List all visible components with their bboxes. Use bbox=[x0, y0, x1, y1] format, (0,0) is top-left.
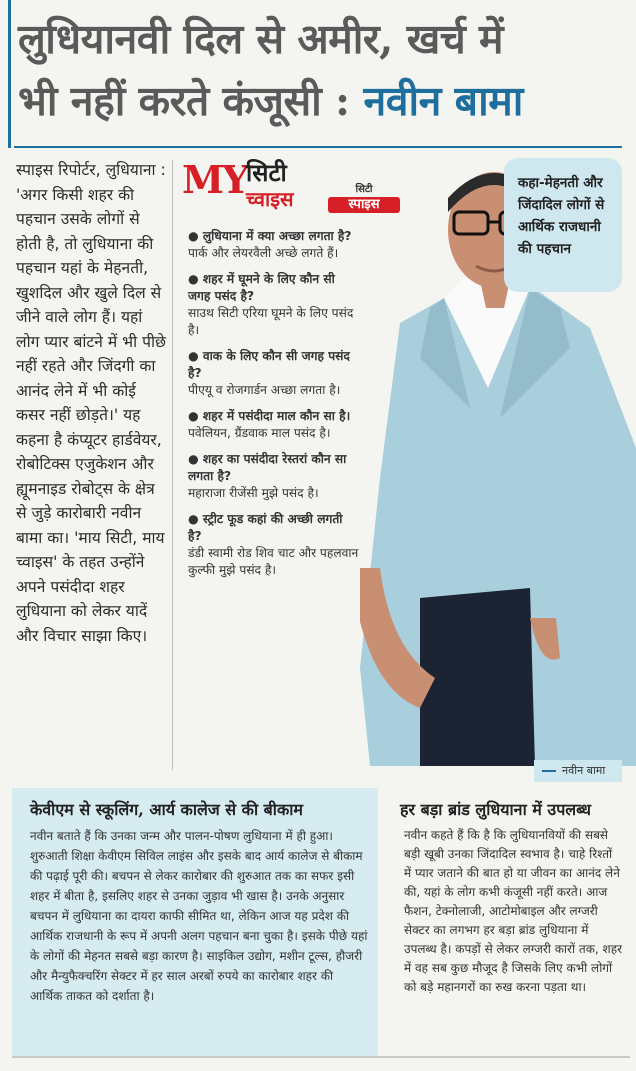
my-city-logo-my: MY bbox=[182, 157, 248, 202]
qa-list bbox=[188, 228, 360, 588]
headline-accent-bar bbox=[8, 0, 11, 148]
qa-answer: डंडी स्वामी रोड शिव चाट और पहलवान कुल्फी मुझे पसंद है। bbox=[188, 546, 359, 577]
intro-text: स्पाइस रिपोर्टर, लुधियाना : 'अगर किसी शहर की पहचान उसके लोगों से होती है, तो लुधियाना की पहचान यहां के मेहनती, खुशदिल और खुले दिल से जीने वाले लोग हैं। यहां लोग प्यार बांटने में भी पीछे नहीं रहते और जिंदगी का आनंद लेने में भी कोई कसर नहीं छोड़ते।' यह कहना है कंप्यूटर हार्डवेयर, रोबोटिक्स एजुकेशन और ह्यूमनाइड रोबोट्स के क्षेत्र से जुड़े कारोबारी नवीन बामा का। 'माय सिटी, माय च्वाइस' के तहत उन्होंने अपने पसंदीदा शहर लुधियाना को लेकर यादें और विचार साझा किए। bbox=[16, 161, 166, 645]
intro-column bbox=[16, 158, 166, 648]
tag-tick bbox=[542, 770, 556, 772]
qa-question: ● लुधियाना में क्या अच्छा लगता है? bbox=[188, 229, 352, 243]
qa-answer: महाराजा रीजेंसी मुझे पसंद है। bbox=[188, 486, 319, 500]
city-spice-logo-top: सिटी bbox=[355, 184, 373, 195]
qa-question: ● शहर में घूमने के लिए कौन सी जगह पसंद है? bbox=[188, 272, 335, 303]
brands-body: नवीन कहते हैं कि है कि लुधियानवियों की सबसे बड़ी खूबी उनका जिंदादिल स्वभाव है। चाहे रिश्तों में प्यार जताने की बात हो या जीवन का आनंद लेने की, यहां के लोग कभी कंजूसी नहीं करते। आज फैशन, टेक्नोलाजी, आटोमोबाइल और लग्जरी सेक्टर का लगभग हर बड़ा ब्रांड लुधियाना में उपलब्ध है। कपड़ों से लेकर लग्जरी कारों तक, शहर में वह सब कुछ मौजूद है जिसके लिए कभी लोगों को बड़े महानगरों का रुख करना पड़ता था। bbox=[404, 828, 622, 994]
qa-question: ● स्ट्रीट फूड कहां की अच्छी लगती है? bbox=[188, 512, 343, 543]
pull-quote-caption: कहा-मेहनती और जिंदादिल लोगों से आर्थिक राजधानी की पहचान bbox=[504, 158, 622, 292]
headline bbox=[18, 8, 628, 132]
headline-line-2 bbox=[18, 70, 628, 132]
headline-name: नवीन बामा bbox=[363, 77, 523, 125]
qa-question: ● शहर का पसंदीदा रेस्तरां कौन सा लगता है? bbox=[188, 452, 347, 483]
brands-heading: हर बड़ा ब्रांड लुधियाना में उपलब्ध bbox=[400, 800, 591, 819]
qa-answer: साउथ सिटी एरिया घूमने के लिए पसंद है। bbox=[188, 306, 354, 337]
education-heading: केवीएम से स्कूलिंग, आर्य कालेज से की बीकाम bbox=[30, 800, 303, 819]
qa-item bbox=[188, 228, 360, 262]
qa-answer: पार्क और लेयरवैली अच्छे लगते हैं। bbox=[188, 246, 339, 260]
qa-answer: पवेलियन, ग्रैंडवाक माल पसंद है। bbox=[188, 426, 331, 440]
brands-section bbox=[382, 788, 630, 1056]
qa-item bbox=[188, 271, 360, 339]
my-city-logo-choice: च्वाइस bbox=[246, 187, 294, 211]
bottom-rule bbox=[12, 1056, 630, 1058]
my-city-logo-city: सिटी bbox=[246, 159, 287, 187]
city-spice-logo-bottom: स्पाइस bbox=[328, 197, 400, 213]
qa-answer: पीएयू व रोजगार्डन अच्छा लगता है। bbox=[188, 383, 341, 397]
education-section bbox=[12, 788, 378, 1056]
photo-name-tag bbox=[534, 760, 622, 782]
qa-item bbox=[188, 511, 360, 579]
column-divider bbox=[172, 160, 173, 770]
qa-item bbox=[188, 451, 360, 502]
qa-question: ● शहर में पसंदीदा माल कौन सा है। bbox=[188, 409, 351, 423]
qa-question: ● वाक के लिए कौन सी जगह पसंद है? bbox=[188, 349, 350, 380]
photo-name-tag-text: नवीन बामा bbox=[562, 764, 606, 777]
headline-line-2-text: भी नहीं करते कंजूसी : bbox=[18, 77, 364, 125]
qa-item bbox=[188, 348, 360, 399]
headline-line-1: लुधियानवी दिल से अमीर, खर्च में bbox=[18, 15, 504, 63]
qa-item bbox=[188, 408, 360, 442]
education-body: नवीन बताते हैं कि उनका जन्म और पालन-पोषण लुधियाना में ही हुआ। शुरुआती शिक्षा केवीएम सिविल लाइंस और इसके बाद आर्य कालेज से बीकाम की पढ़ाई पूरी की। बचपन से लेकर कारोबार की शुरुआत तक का सफर इसी शहर में बीता है, इसलिए शहर से उनका जुड़ाव भी खास है। उनके अनुसार बचपन में लुधियाना का दायरा काफी सीमित था, लेकिन आज यह प्रदेश की आर्थिक राजधानी के रूप में अपनी अलग पहचान बना चुका है। इसके पीछे यहां के लोगों की मेहनत सबसे बड़ा कारण है। साइकिल उद्योग, मशीन टूल्स, हौजरी और मैन्युफैक्चरिंग सेक्टर में हर साल अरबों रुपये का कारोबार शहर की आर्थिक ताकत को दर्शाता है। bbox=[30, 829, 368, 1003]
